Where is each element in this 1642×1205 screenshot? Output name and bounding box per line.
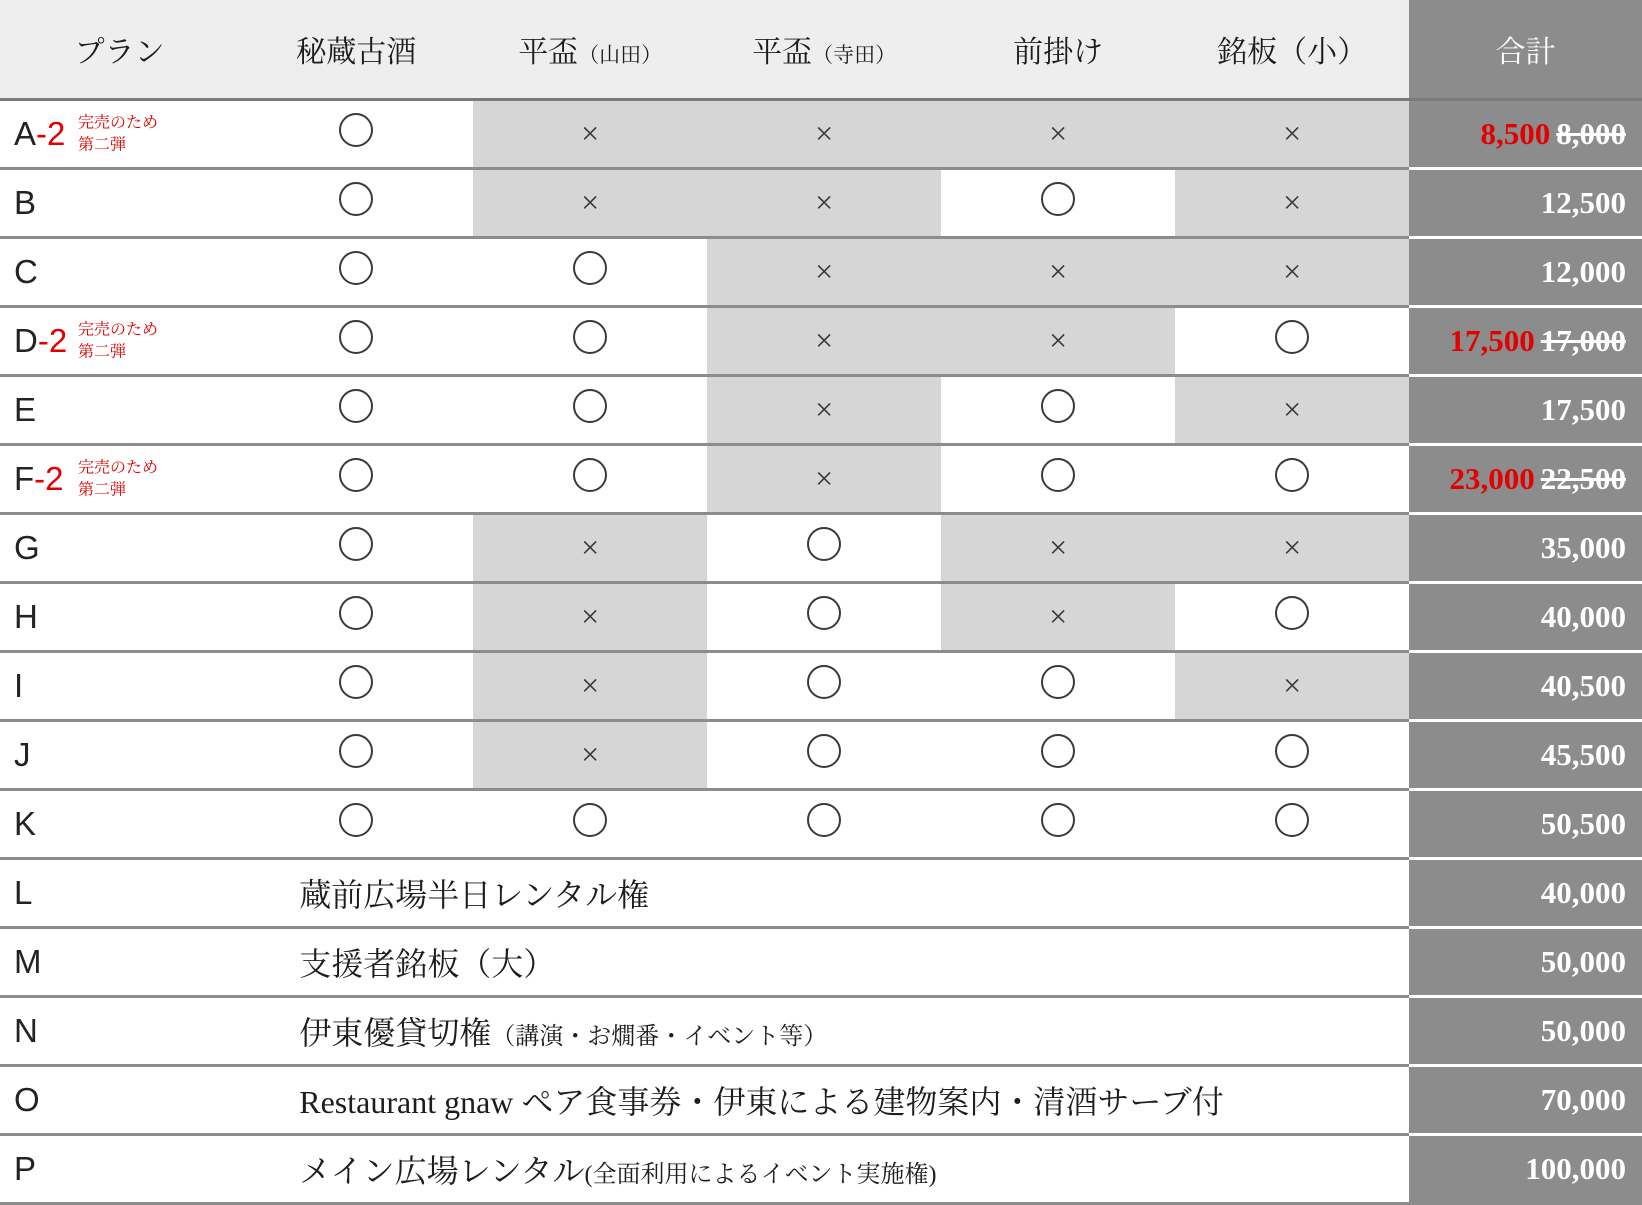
mark-cell-excluded: [473, 514, 707, 583]
circle-icon: [339, 734, 373, 768]
cross-icon: [1283, 255, 1301, 288]
table-row: [0, 445, 1642, 514]
mark-cell-included: [707, 514, 941, 583]
mark-cell-excluded: [473, 100, 707, 169]
table-row: [0, 859, 1642, 928]
plan-description-text: 伊東優貸切権: [299, 1015, 492, 1051]
plan-label: [14, 805, 36, 842]
plan-suffix: -2: [34, 460, 64, 497]
circle-icon: [1041, 389, 1075, 423]
mark-cell-included: [941, 376, 1175, 445]
plan-letter: K: [14, 805, 37, 842]
total-price: 40,500: [1540, 668, 1626, 703]
cross-icon: [815, 255, 833, 288]
cross-icon: [1049, 117, 1067, 150]
header-total: [1409, 0, 1642, 100]
circle-icon: [1275, 320, 1309, 354]
mark-cell-excluded: [941, 307, 1175, 376]
cross-icon: [581, 669, 599, 702]
circle-icon: [339, 527, 373, 561]
mark-cell-included: [941, 790, 1175, 859]
plan-letter: G: [14, 529, 40, 566]
mark-cell-included: [239, 514, 473, 583]
sold-out-line-2: 第二弾: [78, 343, 127, 360]
header-meiban-sho: [1175, 0, 1409, 100]
plan-cell: [0, 928, 239, 997]
sold-out-line-1: 完売のため: [78, 321, 159, 339]
total-old-price: 22,500: [1540, 461, 1626, 496]
mark-cell-excluded: [707, 238, 941, 307]
mark-cell-excluded: [1175, 652, 1409, 721]
header-hirahai-yamada-label: 平盃: [518, 36, 579, 69]
cross-icon: [581, 600, 599, 633]
table-body: [0, 100, 1642, 1204]
circle-icon: [339, 596, 373, 630]
cross-icon: [1049, 600, 1067, 633]
circle-icon: [1275, 458, 1309, 492]
plan-letter: B: [14, 184, 37, 221]
total-new-price: 8,500: [1480, 116, 1551, 151]
cross-icon: [1049, 531, 1067, 564]
plan-description-cell: [239, 1135, 1409, 1204]
mark-cell-included: [239, 721, 473, 790]
cross-icon: [815, 186, 833, 219]
cross-icon: [581, 531, 599, 564]
cross-icon: [581, 186, 599, 219]
mark-cell-included: [473, 238, 707, 307]
plan-letter: D: [14, 322, 38, 359]
table-row: [0, 928, 1642, 997]
mark-cell-excluded: [941, 514, 1175, 583]
plan-description-cell: [239, 928, 1409, 997]
mark-cell-included: [1175, 583, 1409, 652]
mark-cell-excluded: [473, 652, 707, 721]
total-price: 45,500: [1540, 737, 1626, 772]
plan-letter: E: [14, 391, 37, 428]
circle-icon: [807, 665, 841, 699]
table-row: [0, 721, 1642, 790]
total-price: 70,000: [1540, 1082, 1626, 1117]
mark-cell-included: [707, 790, 941, 859]
header-hizo-koshu-label: 秘蔵古酒: [296, 36, 417, 69]
table-row: [0, 1066, 1642, 1135]
plan-cell: [0, 652, 239, 721]
mark-cell-excluded: [1175, 514, 1409, 583]
mark-cell-excluded: [1175, 376, 1409, 445]
mark-cell-included: [239, 169, 473, 238]
total-cell: [1409, 721, 1642, 790]
circle-icon: [1041, 803, 1075, 837]
circle-icon: [807, 596, 841, 630]
cross-icon: [581, 738, 599, 771]
total-price: 100,000: [1525, 1151, 1626, 1186]
sold-out-note: [78, 457, 158, 500]
plan-label: [14, 667, 23, 704]
mark-cell-excluded: [941, 238, 1175, 307]
total-price: 50,000: [1540, 944, 1626, 979]
circle-icon: [1041, 734, 1075, 768]
plan-cell: [0, 100, 239, 169]
total-old-price: 17,000: [1540, 323, 1626, 358]
mark-cell-included: [1175, 790, 1409, 859]
total-cell: [1409, 1135, 1642, 1204]
plan-letter: F: [14, 460, 35, 497]
plan-description-note: (全面利用によるイベント実施権): [584, 1162, 937, 1188]
table-row: [0, 652, 1642, 721]
mark-cell-included: [239, 100, 473, 169]
total-cell: [1409, 238, 1642, 307]
cross-icon: [1283, 117, 1301, 150]
total-price: 50,000: [1540, 1013, 1626, 1048]
total-price: 40,000: [1540, 599, 1626, 634]
table-header: [0, 0, 1642, 100]
circle-icon: [573, 389, 607, 423]
table-row: [0, 790, 1642, 859]
mark-cell-excluded: [707, 445, 941, 514]
mark-cell-included: [473, 376, 707, 445]
circle-icon: [339, 803, 373, 837]
mark-cell-included: [239, 790, 473, 859]
total-cell: [1409, 445, 1642, 514]
plan-letter: O: [14, 1081, 40, 1118]
cross-icon: [815, 462, 833, 495]
mark-cell-included: [239, 583, 473, 652]
plan-description-text: 支援者銘板（大）: [299, 946, 556, 982]
plan-cell: [0, 1066, 239, 1135]
circle-icon: [807, 803, 841, 837]
plan-label: [14, 460, 64, 497]
mark-cell-included: [473, 445, 707, 514]
mark-cell-included: [1175, 307, 1409, 376]
mark-cell-excluded: [941, 100, 1175, 169]
cross-icon: [581, 117, 599, 150]
cross-icon: [1049, 324, 1067, 357]
cross-icon: [815, 324, 833, 357]
mark-cell-excluded: [473, 721, 707, 790]
mark-cell-included: [239, 307, 473, 376]
header-meiban-sho-label: 銘板（小）: [1217, 36, 1368, 69]
plan-cell: [0, 859, 239, 928]
mark-cell-excluded: [707, 169, 941, 238]
circle-icon: [1041, 458, 1075, 492]
cross-icon: [1283, 669, 1301, 702]
plan-label: [14, 253, 38, 290]
total-price: 40,000: [1540, 875, 1626, 910]
cross-icon: [1283, 531, 1301, 564]
plan-description-text: メイン広場レンタル: [299, 1153, 585, 1189]
header-row: [0, 0, 1642, 100]
plan-suffix: -2: [37, 322, 68, 359]
sold-out-line-1: 完売のため: [78, 459, 159, 477]
plan-cell: [0, 169, 239, 238]
mark-cell-excluded: [473, 583, 707, 652]
mark-cell-excluded: [473, 169, 707, 238]
plan-label: [14, 115, 65, 152]
total-price: 50,500: [1540, 806, 1626, 841]
mark-cell-included: [473, 307, 707, 376]
total-cell: [1409, 859, 1642, 928]
circle-icon: [339, 320, 373, 354]
mark-cell-included: [941, 652, 1175, 721]
cross-icon: [1283, 393, 1301, 426]
circle-icon: [339, 251, 373, 285]
total-cell: [1409, 1066, 1642, 1135]
mark-cell-included: [941, 445, 1175, 514]
plan-label: [14, 529, 40, 566]
sold-out-line-2: 第二弾: [78, 136, 127, 153]
mark-cell-excluded: [941, 583, 1175, 652]
plan-label: [14, 391, 36, 428]
mark-cell-included: [239, 376, 473, 445]
total-price: 12,000: [1540, 254, 1626, 289]
plan-cell: [0, 583, 239, 652]
cross-icon: [815, 393, 833, 426]
mark-cell-included: [707, 721, 941, 790]
plan-description-cell: [239, 997, 1409, 1066]
mark-cell-included: [239, 238, 473, 307]
plan-description-text: 蔵前広場半日レンタル権: [299, 877, 650, 913]
total-cell: [1409, 514, 1642, 583]
plan-cell: [0, 790, 239, 859]
header-plan: [0, 0, 239, 100]
plan-letter: N: [14, 1012, 38, 1049]
plan-letter: H: [14, 598, 38, 635]
table-row: [0, 100, 1642, 169]
total-new-price: 23,000: [1449, 461, 1535, 496]
plan-cell: [0, 307, 239, 376]
total-cell: [1409, 583, 1642, 652]
total-cell: [1409, 790, 1642, 859]
total-old-price: 8,000: [1556, 116, 1626, 151]
table-row: [0, 1135, 1642, 1204]
sold-out-note: [78, 112, 158, 155]
total-cell: [1409, 652, 1642, 721]
plan-suffix: -2: [36, 115, 66, 152]
circle-icon: [339, 458, 373, 492]
header-maekake: [941, 0, 1175, 100]
mark-cell-included: [239, 652, 473, 721]
circle-icon: [573, 458, 607, 492]
cross-icon: [1283, 186, 1301, 219]
mark-cell-excluded: [707, 376, 941, 445]
plan-letter: C: [14, 253, 38, 290]
plan-description-text: Restaurant gnaw ペア食事券・伊東による建物案内・清酒サーブ付: [299, 1084, 1224, 1120]
header-hizo-koshu: [239, 0, 473, 100]
mark-cell-included: [473, 790, 707, 859]
circle-icon: [339, 665, 373, 699]
circle-icon: [573, 803, 607, 837]
table-row: [0, 238, 1642, 307]
plan-label: [14, 322, 67, 359]
mark-cell-included: [1175, 721, 1409, 790]
mark-cell-excluded: [707, 307, 941, 376]
plan-cell: [0, 514, 239, 583]
cross-icon: [815, 117, 833, 150]
table-row: [0, 997, 1642, 1066]
table-row: [0, 583, 1642, 652]
header-plan-label: プラン: [74, 36, 165, 69]
circle-icon: [573, 320, 607, 354]
plan-cell: [0, 721, 239, 790]
plan-letter: L: [14, 874, 33, 911]
header-hirahai-terada-sub: （寺田）: [812, 43, 897, 67]
table-row: [0, 514, 1642, 583]
cross-icon: [1049, 255, 1067, 288]
mark-cell-excluded: [707, 100, 941, 169]
plan-label: [14, 598, 38, 635]
table-row: [0, 376, 1642, 445]
circle-icon: [1275, 596, 1309, 630]
mark-cell-included: [707, 583, 941, 652]
circle-icon: [1041, 182, 1075, 216]
plan-description-note: （講演・お燗番・イベント等）: [491, 1024, 828, 1050]
sold-out-line-1: 完売のため: [78, 114, 159, 132]
circle-icon: [1275, 734, 1309, 768]
plan-letter: P: [14, 1150, 37, 1187]
header-hirahai-terada-label: 平盃: [752, 36, 813, 69]
header-hirahai-yamada: [473, 0, 707, 100]
total-price: 17,500: [1540, 392, 1626, 427]
header-hirahai-yamada-sub: （山田）: [578, 43, 663, 67]
circle-icon: [573, 251, 607, 285]
sold-out-note: [78, 319, 158, 362]
header-maekake-label: 前掛け: [1013, 36, 1104, 69]
plan-description-cell: [239, 1066, 1409, 1135]
circle-icon: [1275, 803, 1309, 837]
header-total-label: 合計: [1495, 36, 1556, 69]
circle-icon: [807, 527, 841, 561]
table-row: [0, 307, 1642, 376]
plan-cell: [0, 997, 239, 1066]
circle-icon: [339, 182, 373, 216]
mark-cell-included: [941, 721, 1175, 790]
plan-cell: [0, 445, 239, 514]
total-cell: [1409, 169, 1642, 238]
table-row: [0, 169, 1642, 238]
plan-cell: [0, 376, 239, 445]
total-cell: [1409, 307, 1642, 376]
mark-cell-included: [941, 169, 1175, 238]
circle-icon: [339, 113, 373, 147]
total-cell: [1409, 928, 1642, 997]
total-new-price: 17,500: [1449, 323, 1535, 358]
total-price: 35,000: [1540, 530, 1626, 565]
mark-cell-excluded: [1175, 238, 1409, 307]
mark-cell-included: [1175, 445, 1409, 514]
plan-description-cell: [239, 859, 1409, 928]
plan-cell: [0, 1135, 239, 1204]
plan-cell: [0, 238, 239, 307]
mark-cell-included: [239, 445, 473, 514]
plan-label: [14, 736, 31, 773]
mark-cell-included: [707, 652, 941, 721]
header-hirahai-terada: [707, 0, 941, 100]
plan-letter: I: [14, 667, 24, 704]
total-cell: [1409, 100, 1642, 169]
total-cell: [1409, 997, 1642, 1066]
total-cell: [1409, 376, 1642, 445]
circle-icon: [1041, 665, 1075, 699]
plan-label: [14, 184, 36, 221]
total-price: 12,500: [1540, 185, 1626, 220]
sold-out-line-2: 第二弾: [78, 481, 127, 498]
mark-cell-excluded: [1175, 169, 1409, 238]
plan-letter: A: [14, 115, 37, 152]
mark-cell-excluded: [1175, 100, 1409, 169]
circle-icon: [807, 734, 841, 768]
plan-letter: J: [14, 736, 31, 773]
plan-letter: M: [14, 943, 42, 980]
circle-icon: [339, 389, 373, 423]
